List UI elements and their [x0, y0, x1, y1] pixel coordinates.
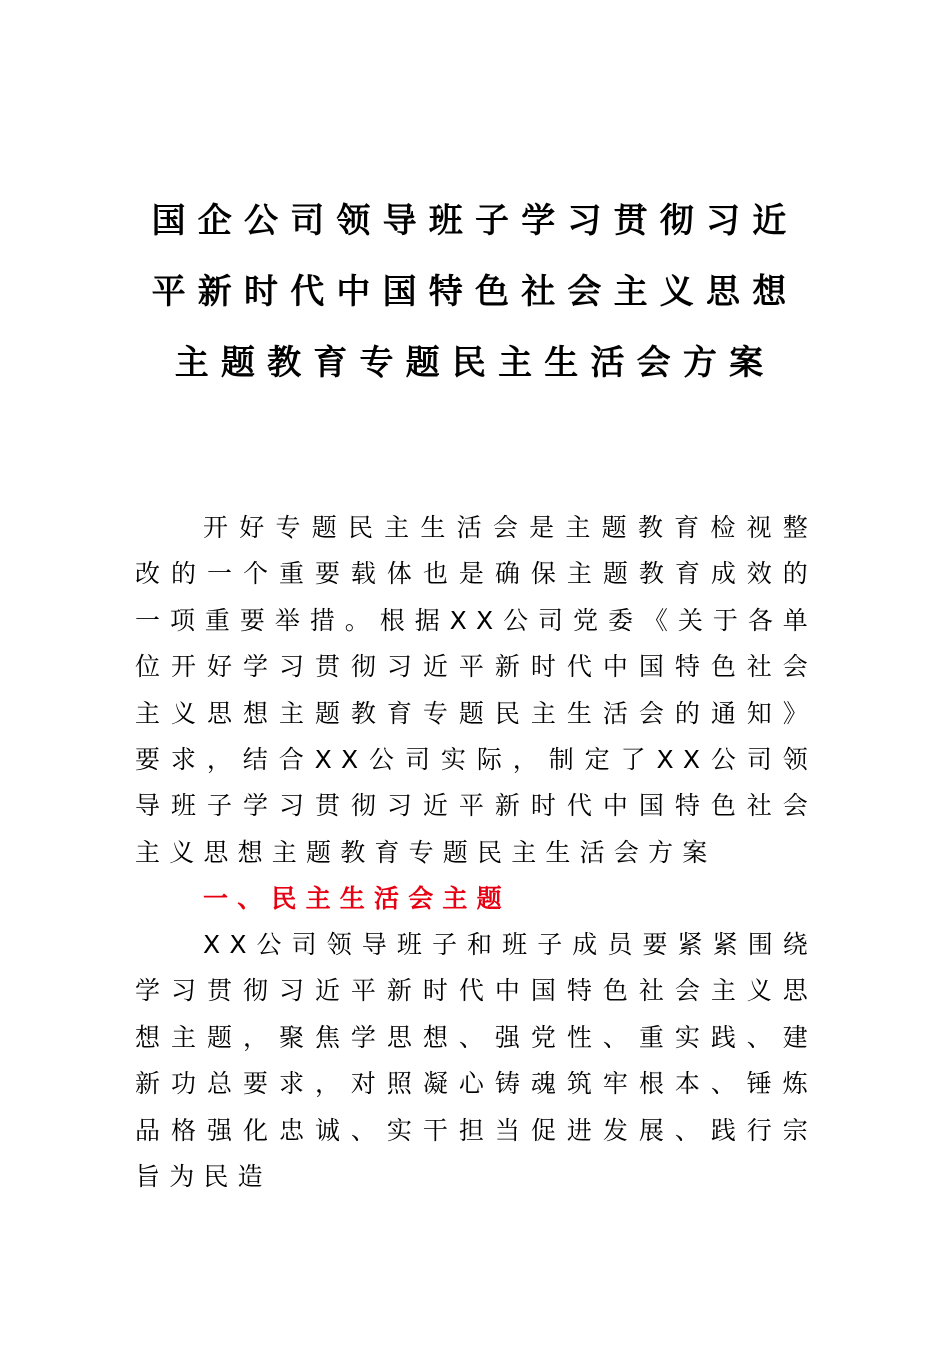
section-paragraph: XX公司领导班子和班子成员要紧紧围绕学习贯彻习近平新时代中国特色社会主义思想主题，聚焦学思想、强党性、重实践、建新功总要求，对照凝心铸魂筑牢根本、锤炼品格强化忠诚、实干担当促进发展、践行宗旨为民造: [135, 930, 817, 1192]
intro-paragraph: 开好专题民主生活会是主题教育检视整改的一个重要载体也是确保主题教育成效的一项重要举措。根据XX公司党委《关于各单位开好学习贯彻习近平新时代中国特色社会主义思想主题教育专题民主生活会的通知》要求，结合XX公司实际，制定了XX公司领导班子学习贯彻习近平新时代中国特色社会主义思想主题教育专题民主生活会方案: [135, 513, 817, 867]
section-heading: 一、民主生活会主题: [203, 884, 511, 913]
document-title: 国企公司领导班子学习贯彻习近平新时代中国特色社会主义思想主题教育专题民主生活会方案: [151, 201, 799, 383]
